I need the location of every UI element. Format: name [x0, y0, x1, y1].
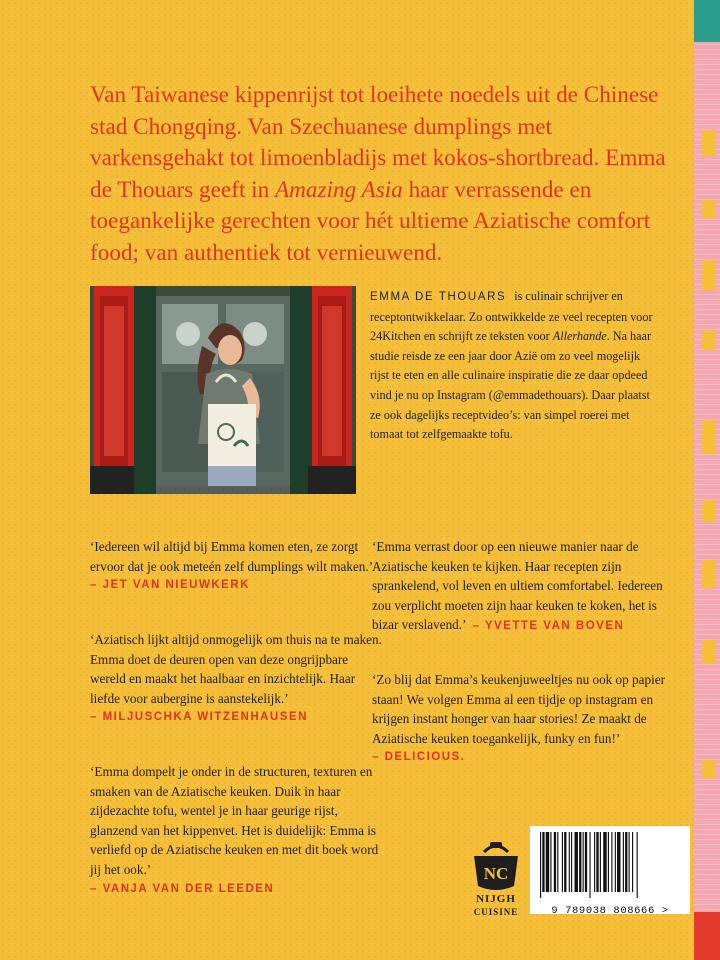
quote-author: – DELICIOUS. — [372, 751, 466, 764]
spine-lettering — [702, 420, 716, 454]
quote-text: ‘Aziatisch lijkt altijd onmogelijk om thuis na te maken. Emma doet de deuren open van deze ongrijpbare wereld en maakt het haalbaar en inzichtelijk. Haar liefde voor aubergine is aanstekelijk.’ — [90, 632, 382, 706]
barcode-bar — [554, 832, 556, 892]
barcode-bar — [632, 832, 633, 892]
quote-text: ‘Emma dompelt je onder in de structuren, texturen en smaken van de Aziatische keuken. Duik in haar zijdezachte tofu, wentel je in haar geurige rijst, glanzend van het kippenvet. Het is duidelijk: Emma is verliefd op de Aziatische keuken en met dit boek word jij het ook.’ — [90, 764, 379, 877]
quote-block — [90, 630, 382, 728]
spine-lettering — [702, 330, 716, 350]
quote-text: ‘Zo blij dat Emma’s keukenjuweeltjes nu ook op papier staan! We volgen Emma al een tijdje op instagram en krijgen instant honger van haar stories! Ze maakt de Aziatische keuken toegankelijk, funky en fun!’ — [372, 672, 665, 746]
barcode-bar — [589, 832, 590, 898]
quote-author: – JET VAN NIEUWKERK — [90, 579, 250, 592]
barcode-bar — [615, 832, 616, 892]
spine-bottom-band — [694, 912, 720, 960]
barcode-bar — [550, 832, 551, 892]
barcode-bar — [583, 832, 584, 892]
barcode-bar — [629, 832, 630, 892]
spine-lettering — [702, 260, 716, 290]
barcode-bar — [562, 832, 563, 892]
quote-block — [372, 670, 666, 768]
author-photo — [90, 286, 356, 494]
quote-block — [90, 762, 382, 899]
magazine-name: Allerhande — [552, 329, 607, 344]
spine-lettering — [702, 640, 716, 664]
barcode-bar — [594, 832, 595, 892]
spine-top-band — [694, 0, 720, 42]
spine-lettering — [702, 560, 716, 588]
barcode-bar — [564, 832, 566, 892]
barcode-bar — [596, 832, 598, 892]
spine-lettering — [702, 760, 716, 778]
publisher-imprint: CUISINE — [473, 907, 519, 917]
barcode-bar — [637, 832, 638, 898]
spine-lettering — [702, 500, 716, 522]
publisher-logo — [466, 840, 526, 920]
barcode-bar — [557, 832, 558, 892]
barcode-bars — [538, 832, 682, 898]
barcode-bar — [585, 832, 587, 892]
spine-lettering — [702, 200, 716, 218]
quote-author: – VANJA VAN DER LEEDEN — [90, 882, 275, 895]
intro-blurb: Van Taiwanese kippenrijst tot loeihete noedels uit de Chinese stad Chongqing. Van Szechuanese dumplings met varkensgehakt tot limoenbladijs met kokos-shortbread. Emma de Thouars geeft in Amazing Asia haar verrassende en toegankelijke gerechten voor hét ultieme Aziatische comfort food; van authentiek tot vernieuwend. — [90, 82, 666, 266]
barcode-bar — [569, 832, 570, 892]
quote-block — [90, 537, 382, 596]
publisher-monogram: NC — [483, 864, 509, 883]
barcode-bar — [617, 832, 620, 892]
quote-text: ‘Emma verrast door op een nieuwe manier naar de Aziatische keuken te kijken. Haar recepten zijn sprankelend, vol leven en ultiem comfortabel. Iedereen zou verplicht moeten zijn haar keuken te koken, het is bizar verslavend.’ — [372, 539, 663, 633]
barcode-bar — [575, 832, 578, 892]
quote-author: – MILJUSCHKA WITZENHAUSEN — [90, 711, 308, 724]
barcode-bar — [571, 832, 572, 892]
barcode-bar — [540, 832, 541, 898]
barcode-bar — [579, 832, 581, 892]
barcode-bar — [600, 832, 601, 892]
author-bio: EMMA DE THOUARS is culinair schrijver en receptontwikkelaar. Zo ontwikkelde ze veel recepten voor 24Kitchen en schrijft ze teksten voor Allerhande. Na haar studie reisde ze een jaar door Azië om zo veel mogelijk rijst te eten en alle culinaire inspiratie die ze daar opdeed vind je nu op Instagram (@emmadethouars). Daar plaatst ze ook dagelijks receptvideo’s: van simpel roerei met tomaat tot zelfgemaakte tofu. — [370, 289, 653, 442]
spine-lettering — [702, 130, 716, 156]
isbn-digits: 9 789038 808666 > — [551, 905, 669, 917]
barcode-bar — [608, 832, 609, 892]
barcode-bar — [623, 832, 624, 892]
barcode-bar — [546, 832, 549, 892]
barcode-bar — [625, 832, 627, 892]
quote-text: ‘Iedereen wil altijd bij Emma komen eten, ze zorgt ervoor dat je ook meteén zelf dumplings wilt maken.’ — [90, 539, 374, 574]
publisher-name: NIJGH — [476, 893, 516, 905]
isbn-barcode — [530, 826, 690, 917]
book-title: Amazing Asia — [275, 176, 403, 203]
quote-author: – YVETTE VAN BOVEN — [472, 620, 625, 633]
author-name: EMMA DE THOUARS — [370, 291, 507, 303]
quote-block — [372, 537, 666, 637]
barcode-bar — [611, 832, 612, 892]
barcode-bar — [542, 832, 544, 892]
barcode-bar — [603, 832, 606, 892]
